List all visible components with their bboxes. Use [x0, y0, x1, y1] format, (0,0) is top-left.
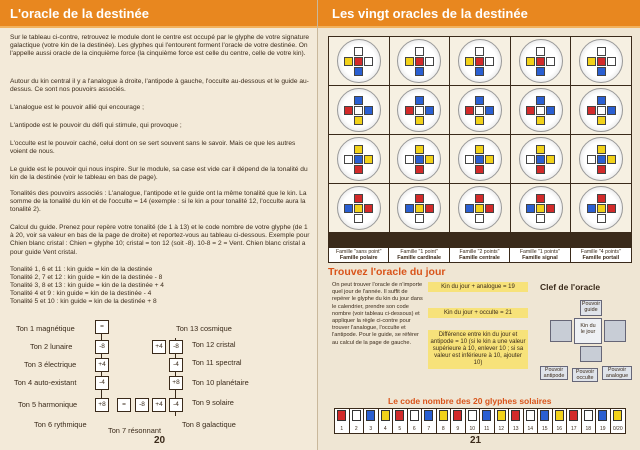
oracle-module — [450, 86, 510, 134]
find-oracle-text: On peut trouver l'oracle de n'importe quel jour de l'année. Il suffit de repérer le glyphe du kin du jour dans le calendrier, prendre son code nombre (voir tableau ci-dessous) et appliquer la règle ci-contre pour trouver l'analogue, l'occulte et l'antipode. Pour le guide, se référer au calcul de la page de gauche. — [332, 282, 423, 346]
solar-glyph-icon — [569, 410, 578, 421]
glyph-code-number: 15 — [541, 426, 548, 432]
occulte-label: Pouvoir occulte — [572, 368, 598, 382]
glyph-code-cell — [466, 409, 481, 433]
solar-glyph-icon — [613, 410, 622, 421]
glyph-square — [364, 57, 373, 66]
glyph-square — [485, 155, 494, 164]
glyph-code-number: 0/20 — [612, 426, 623, 432]
solar-glyph-icon — [540, 410, 549, 421]
glyph-square — [475, 145, 484, 154]
glyph-square — [475, 106, 484, 115]
occulte-paragraph: L'occulte est le pouvoir caché, celui dont on se sert souvent sans le savoir. Mais ce que les autres voient de nous. — [10, 140, 296, 156]
glyph-code-cell — [480, 409, 495, 433]
op-plus8-1: +8 — [95, 398, 109, 412]
glyph-square — [465, 106, 474, 115]
op-plus4-2: +4 — [152, 398, 166, 412]
glyph-square — [536, 194, 545, 203]
glyph-square — [526, 57, 535, 66]
op-minus4-3: -4 — [169, 358, 183, 372]
analogue-label: Pouvoir analogue — [602, 366, 632, 380]
glyph-code-cell — [364, 409, 379, 433]
glyph-code-cell — [582, 409, 597, 433]
glyph-code-number: 2 — [354, 426, 358, 432]
glyph-code-number: 10 — [469, 426, 476, 432]
glyph-square — [405, 204, 414, 213]
ton-11-label: Ton 11 spectral — [192, 358, 242, 367]
solar-glyph-icon — [439, 410, 448, 421]
ton-7-label: Ton 7 résonnant — [108, 426, 162, 435]
glyph-square — [415, 145, 424, 154]
antipode-cell — [550, 320, 572, 342]
glyph-square — [415, 204, 424, 213]
oracle-module — [571, 86, 631, 134]
solar-glyph-icon — [482, 410, 491, 421]
oracle-module — [450, 184, 510, 232]
glyph-code-number: 1 — [340, 426, 344, 432]
glyph-square — [597, 106, 606, 115]
op-minus4-1: -4 — [95, 376, 109, 390]
ton-12-label: Ton 12 cristal — [192, 340, 236, 349]
glyph-square — [354, 204, 363, 213]
glyph-square — [536, 116, 545, 125]
oracle-module — [329, 184, 389, 232]
glyph-square — [364, 204, 373, 213]
glyph-square — [485, 106, 494, 115]
op-minus4-2: -4 — [169, 398, 183, 412]
glyph-square — [607, 155, 616, 164]
glyph-square — [425, 106, 434, 115]
glyph-square — [405, 155, 414, 164]
glyph-code-number: 6 — [412, 426, 416, 432]
oracle-key-title: Clef de l'oracle — [540, 282, 601, 292]
op-minus8-1: -8 — [95, 340, 109, 354]
glyph-square — [344, 204, 353, 213]
oracle-module — [390, 37, 450, 85]
formula-analogue: Kin du jour + analogue = 19 — [428, 282, 528, 292]
oracle-module — [329, 135, 389, 183]
glyph-square — [597, 214, 606, 223]
glyph-square — [485, 57, 494, 66]
solar-glyph-icon — [352, 410, 361, 421]
oracle-module — [390, 184, 450, 232]
glyph-square — [415, 47, 424, 56]
glyph-square — [607, 57, 616, 66]
glyph-code-cell — [611, 409, 626, 433]
glyph-square — [415, 155, 424, 164]
solar-glyph-icon — [381, 410, 390, 421]
glyph-square — [415, 194, 424, 203]
glyph-square — [415, 67, 424, 76]
glyph-code-cell — [335, 409, 350, 433]
solar-glyph-icon — [555, 410, 564, 421]
solar-glyph-icon — [424, 410, 433, 421]
glyph-square — [475, 116, 484, 125]
family-cell: Famille "1 point" Famille cardinale — [389, 248, 449, 262]
glyph-square — [597, 67, 606, 76]
glyph-square — [536, 145, 545, 154]
glyph-code-cell — [379, 409, 394, 433]
ton-13-label: Ton 13 cosmique — [176, 324, 232, 333]
glyph-code-cell — [422, 409, 437, 433]
glyph-square — [597, 155, 606, 164]
right-page-number: 21 — [470, 435, 482, 446]
oracle-module — [511, 37, 571, 85]
glyph-square — [475, 96, 484, 105]
glyph-square — [546, 155, 555, 164]
glyph-square — [526, 204, 535, 213]
glyph-square — [536, 155, 545, 164]
oracle-module — [390, 86, 450, 134]
glyph-square — [587, 106, 596, 115]
oracle-module — [450, 37, 510, 85]
op-minus8-3: -8 — [169, 340, 183, 354]
glyph-square — [415, 96, 424, 105]
family-cell: Famille "2 points" Famille centrale — [450, 248, 510, 262]
solar-glyph-icon — [598, 410, 607, 421]
analogue-cell — [604, 320, 626, 342]
glyph-square — [475, 204, 484, 213]
oracle-module — [571, 184, 631, 232]
left-page — [0, 0, 318, 450]
glyph-square — [354, 155, 363, 164]
tonality-rule-5: Tonalité 5 et 10 : kin guide = kin de la destinée + 8 — [10, 298, 157, 305]
glyph-code-cell — [567, 409, 582, 433]
glyph-square — [405, 106, 414, 115]
glyph-square — [354, 165, 363, 174]
glyph-code-cell — [437, 409, 452, 433]
glyph-square — [475, 47, 484, 56]
glyph-square — [597, 204, 606, 213]
glyph-square — [465, 155, 474, 164]
glyph-square — [354, 194, 363, 203]
glyph-square — [344, 155, 353, 164]
glyph-square — [597, 57, 606, 66]
op-equals-2: = — [117, 398, 131, 412]
glyph-square — [536, 67, 545, 76]
formula-occulte: Kin du jour + occulte = 21 — [428, 308, 528, 318]
glyph-square — [536, 214, 545, 223]
glyph-square — [475, 194, 484, 203]
glyph-code-cell — [524, 409, 539, 433]
glyph-code-number: 12 — [498, 426, 505, 432]
glyph-square — [354, 145, 363, 154]
solar-glyph-icon — [584, 410, 593, 421]
glyph-square — [597, 47, 606, 56]
oracle-module — [329, 37, 389, 85]
glyph-square — [597, 96, 606, 105]
associated-powers-paragraph: Autour du kin central il y a l'analogue à droite, l'antipode à gauche, l'occulte au-dessous et le guide au-dessus. Ce sont nos pouvoirs associés. — [10, 78, 309, 94]
glyph-square — [536, 47, 545, 56]
glyph-square — [465, 57, 474, 66]
right-page — [318, 0, 640, 450]
left-page-title: L'oracle de la destinée — [0, 0, 317, 28]
glyph-code-cell — [495, 409, 510, 433]
solar-glyph-icon — [410, 410, 419, 421]
glyph-code-number: 7 — [427, 426, 431, 432]
glyph-square — [607, 106, 616, 115]
glyph-square — [546, 204, 555, 213]
glyph-code-cell — [538, 409, 553, 433]
family-cell: Famille "sans point" Famille polaire — [329, 248, 389, 262]
glyph-code-number: 3 — [369, 426, 373, 432]
glyph-square — [425, 155, 434, 164]
glyph-code-number: 9 — [456, 426, 460, 432]
glyph-code-strip — [334, 408, 626, 434]
glyph-square — [425, 204, 434, 213]
solar-glyph-icon — [468, 410, 477, 421]
ton-8-label: Ton 8 galactique — [182, 420, 236, 429]
antipode-paragraph: L'antipode est le pouvoir du défi qui stimule, qui provoque ; — [10, 122, 182, 129]
tonality-rule-4: Tonalité 4 et 9 : kin guide = kin de la destinée - 4 — [10, 290, 152, 297]
glyph-square — [587, 204, 596, 213]
glyph-square — [475, 214, 484, 223]
left-page-number: 20 — [154, 435, 166, 446]
glyph-square — [587, 155, 596, 164]
right-page-title: Les vingt oracles de la destinée — [318, 0, 640, 28]
glyph-code-cell — [509, 409, 524, 433]
oracle-module — [571, 37, 631, 85]
op-plus8-3: +8 — [169, 376, 183, 390]
glyph-square — [354, 106, 363, 115]
guide-calculation-paragraph: Calcul du guide. Prenez pour repère votre tonalité (de 1 à 13) et le code nombre de votre glyphe (de 1 à 20, voir sa valeur en bas de la page de droite) et reportez-vous au tableau ci-dessous. Exemple pour Chien blanc cristal : Chien = glyphe 10; cristal = ton 12 (soit -8). 10-8 = 2 = Vent. Chien blanc cristal a pour guide Vent cristal. — [10, 224, 310, 256]
glyph-code-cell — [408, 409, 423, 433]
glyph-square — [425, 57, 434, 66]
find-oracle-title: Trouvez l'oracle du jour — [328, 266, 446, 278]
glyph-square — [475, 155, 484, 164]
glyph-square — [354, 67, 363, 76]
solar-glyph-icon — [395, 410, 404, 421]
guide-paragraph: Le guide est le pouvoir qui nous inspire. Sur le module, sa case est vide car il dépend de la tonalité du kin de la destinée (voir le tableau en bas de page). — [10, 166, 308, 182]
oracle-module — [329, 86, 389, 134]
glyph-square — [526, 155, 535, 164]
op-plus4-3: +4 — [152, 340, 166, 354]
glyph-square — [546, 106, 555, 115]
tonality-rule-1: Tonalité 1, 6 et 11 : kin guide = kin de la destinée — [10, 266, 153, 273]
glyph-square — [607, 204, 616, 213]
glyph-code-number: 5 — [398, 426, 402, 432]
guide-box: Pouvoir guide — [580, 300, 602, 316]
oracle-grid — [328, 36, 632, 248]
ton-4-label: Ton 4 auto-existant — [14, 378, 77, 387]
glyph-square — [354, 47, 363, 56]
glyph-code-number: 13 — [512, 426, 519, 432]
oracle-module — [511, 135, 571, 183]
glyph-square — [415, 116, 424, 125]
code-title: Le code nombre des 20 glyphes solaires — [388, 396, 552, 406]
glyph-code-number: 19 — [599, 426, 606, 432]
ton-6-label: Ton 6 rythmique — [34, 420, 87, 429]
glyph-square — [597, 145, 606, 154]
glyph-square — [546, 57, 555, 66]
glyph-code-cell — [451, 409, 466, 433]
ton-3-label: Ton 3 électrique — [24, 360, 77, 369]
family-labels — [328, 248, 632, 263]
intro-paragraph: Sur le tableau ci-contre, retrouvez le module dont le centre est occupé par le glyphe de votre signature galactique (votre kin de la destinée). Les glyphes qui l'entourent forment l'oracle de votre destinée. On l'appelle aussi oracle de la cinquième force (la cinquième force est celle du centre, celle de votre kin). — [10, 34, 310, 58]
op-plus4-1: +4 — [95, 358, 109, 372]
glyph-square — [536, 57, 545, 66]
glyph-square — [465, 204, 474, 213]
glyph-code-cell — [596, 409, 611, 433]
oracle-module — [571, 135, 631, 183]
antipode-label: Pouvoir antipode — [540, 366, 568, 380]
glyph-code-number: 14 — [527, 426, 534, 432]
glyph-square — [344, 57, 353, 66]
solar-glyph-icon — [366, 410, 375, 421]
oracle-module — [390, 135, 450, 183]
analogue-paragraph: L'analogue est le pouvoir allié qui encourage ; — [10, 104, 144, 111]
op-equals-1: = — [95, 320, 109, 334]
glyph-square — [536, 96, 545, 105]
oracle-module — [450, 135, 510, 183]
ton-10-label: Ton 10 planétaire — [192, 378, 249, 387]
glyph-square — [536, 106, 545, 115]
oracle-module — [511, 184, 571, 232]
glyph-square — [475, 57, 484, 66]
glyph-code-number: 18 — [585, 426, 592, 432]
glyph-square — [354, 96, 363, 105]
glyph-code-number: 4 — [383, 426, 387, 432]
glyph-square — [354, 214, 363, 223]
glyph-square — [415, 165, 424, 174]
glyph-code-number: 17 — [570, 426, 577, 432]
tonalities-paragraph: Tonalités des pouvoirs associés : L'analogue, l'antipode et le guide ont la même tonalité que le kin. La somme de la tonalité du kin et de l'occulte = 14 (exemple : si le kin a pour tonalité 12, l'occulte aura la tonalité 2). — [10, 190, 307, 214]
glyph-code-cell — [393, 409, 408, 433]
ton-1-label: Ton 1 magnétique — [16, 324, 75, 333]
occulte-cell — [580, 346, 602, 362]
glyph-square — [587, 57, 596, 66]
glyph-square — [597, 116, 606, 125]
solar-glyph-icon — [453, 410, 462, 421]
oracle-module — [511, 86, 571, 134]
formula-antipode: Différence entre kin du jour et antipode = 10 (si le kin a une valeur supérieure à 10, enlever 10 ; si sa valeur est inférieure à 10, ajouter 10) — [428, 330, 528, 369]
glyph-square — [354, 116, 363, 125]
glyph-code-cell — [350, 409, 365, 433]
glyph-square — [536, 165, 545, 174]
glyph-code-cell — [553, 409, 568, 433]
glyph-square — [415, 214, 424, 223]
glyph-code-number: 8 — [441, 426, 445, 432]
tonality-rule-2: Tonalité 2, 7 et 12 : kin guide = kin de la destinée - 8 — [10, 274, 163, 281]
solar-glyph-icon — [497, 410, 506, 421]
ton-5-label: Ton 5 harmonique — [18, 400, 78, 409]
ton-9-label: Ton 9 solaire — [192, 398, 234, 407]
glyph-square — [344, 106, 353, 115]
glyph-square — [364, 106, 373, 115]
solar-glyph-icon — [337, 410, 346, 421]
ton-2-label: Ton 2 lunaire — [30, 342, 73, 351]
glyph-square — [405, 57, 414, 66]
glyph-square — [475, 165, 484, 174]
kin-box: Kin du le jour — [574, 318, 602, 344]
glyph-square — [536, 204, 545, 213]
glyph-square — [597, 165, 606, 174]
tonality-rule-3: Tonalité 3, 8 et 13 : kin guide = kin de la destinée + 4 — [10, 282, 164, 289]
solar-glyph-icon — [511, 410, 520, 421]
solar-glyph-icon — [526, 410, 535, 421]
glyph-square — [526, 106, 535, 115]
glyph-square — [475, 67, 484, 76]
glyph-square — [485, 204, 494, 213]
family-cell: Famille "1 points" Famille signal — [510, 248, 570, 262]
glyph-square — [415, 57, 424, 66]
family-cell: Famille "4 points" Famille portail — [580, 249, 621, 261]
glyph-code-number: 11 — [484, 426, 490, 432]
glyph-square — [354, 57, 363, 66]
op-minus8-2: -8 — [135, 398, 149, 412]
glyph-code-number: 16 — [556, 426, 563, 432]
glyph-square — [364, 155, 373, 164]
glyph-square — [415, 106, 424, 115]
glyph-square — [597, 194, 606, 203]
